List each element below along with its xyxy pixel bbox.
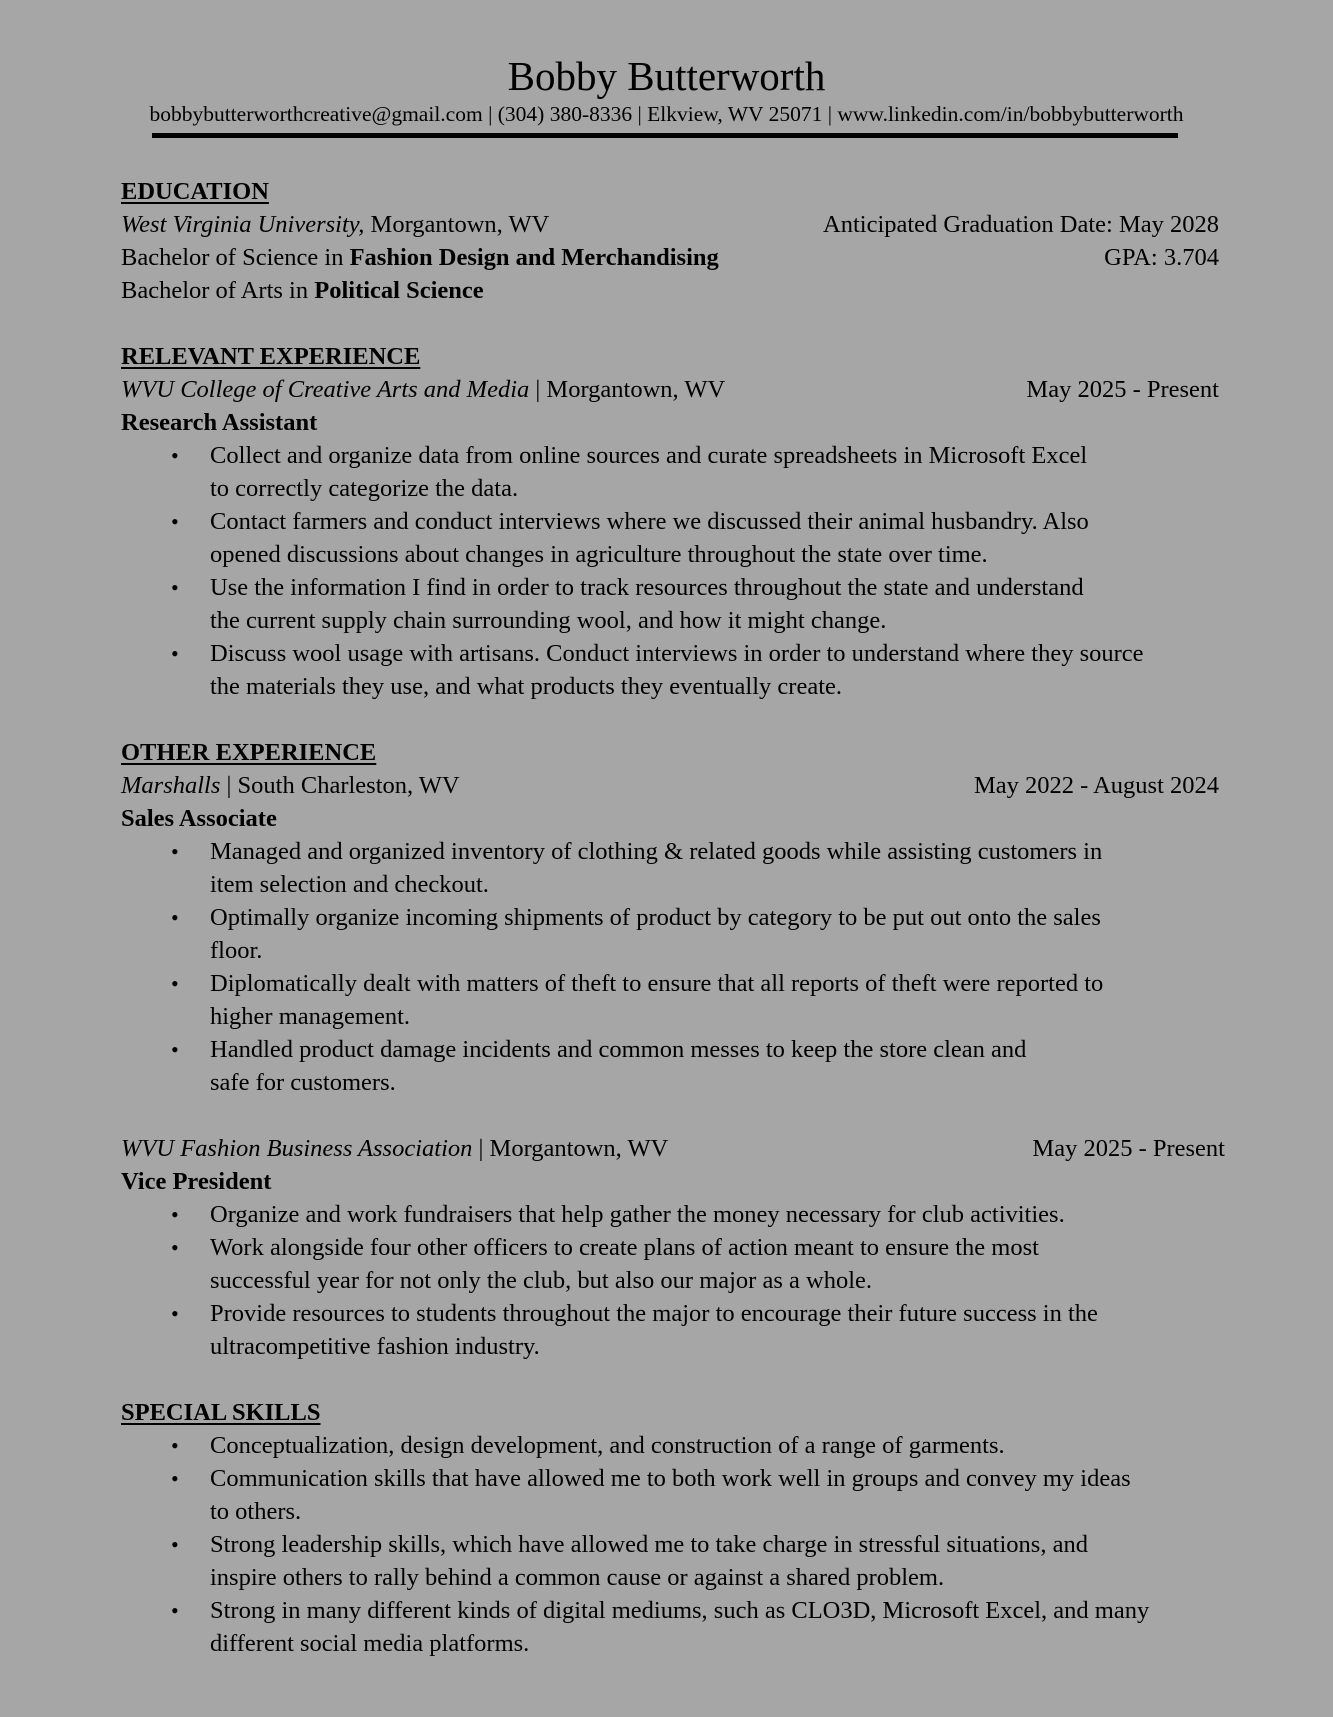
bullet-icon: • bbox=[171, 575, 179, 600]
relevant-dates: May 2025 - Present bbox=[1026, 376, 1219, 403]
bullet-text-line: Communication skills that have allowed me to both work well in groups and convey my ideas bbox=[210, 1465, 1131, 1492]
bullet-icon: • bbox=[171, 1301, 179, 1326]
gpa: GPA: 3.704 bbox=[1104, 244, 1219, 271]
skills-bullets bbox=[121, 1429, 1219, 1660]
relevant-org-line bbox=[121, 373, 725, 406]
bullet-icon: • bbox=[171, 1433, 179, 1458]
job1-bullets bbox=[121, 835, 1219, 1099]
degree1-prefix: Bachelor of Science in bbox=[121, 244, 350, 271]
job1-org-line bbox=[121, 769, 460, 802]
other-experience-heading: OTHER EXPERIENCE bbox=[121, 739, 377, 766]
resume-header bbox=[0, 52, 1333, 128]
bullet-text-line: Work alongside four other officers to create plans of action meant to ensure the most bbox=[210, 1234, 1039, 1261]
degree1-major: Fashion Design and Merchandising bbox=[349, 244, 719, 271]
bullet-text-line: Organize and work fundraisers that help gather the money necessary for club activities. bbox=[210, 1201, 1065, 1228]
relevant-experience-heading: RELEVANT EXPERIENCE bbox=[121, 343, 421, 370]
header-divider bbox=[152, 133, 1178, 138]
bullet-icon: • bbox=[171, 509, 179, 534]
relevant-location: | Morgantown, WV bbox=[529, 376, 726, 403]
bullet-text-line: Managed and organized inventory of clothing & related goods while assisting customers in bbox=[210, 838, 1103, 865]
bullet-icon: • bbox=[171, 1202, 179, 1227]
degree2-major: Political Science bbox=[314, 277, 484, 304]
bullet-text-line: Provide resources to students throughout the major to encourage their future success in the bbox=[210, 1300, 1098, 1327]
bullet-item bbox=[121, 505, 1219, 571]
job1-row bbox=[121, 769, 1219, 802]
bullet-icon: • bbox=[171, 443, 179, 468]
job2-row bbox=[121, 1132, 1225, 1165]
bullet-text-line: ultracompetitive fashion industry. bbox=[210, 1333, 540, 1360]
bullet-item bbox=[121, 637, 1219, 703]
bullet-text-line: successful year for not only the club, but also our major as a whole. bbox=[210, 1267, 873, 1294]
bullet-item bbox=[121, 1462, 1219, 1528]
job2-bullets bbox=[121, 1198, 1219, 1363]
bullet-text-line: Strong in many different kinds of digital mediums, such as CLO3D, Microsoft Excel, and many bbox=[210, 1597, 1150, 1624]
school-location: Morgantown, WV bbox=[364, 211, 550, 238]
bullet-text-line: opened discussions about changes in agriculture throughout the state over time. bbox=[210, 541, 988, 568]
bullet-icon: • bbox=[171, 641, 179, 666]
job1-location: | South Charleston, WV bbox=[220, 772, 460, 799]
bullet-text-line: Handled product damage incidents and common messes to keep the store clean and bbox=[210, 1036, 1027, 1063]
degree2-prefix: Bachelor of Arts in bbox=[121, 277, 315, 304]
bullet-icon: • bbox=[171, 1532, 179, 1557]
education-school-row bbox=[121, 208, 1219, 241]
bullet-text-line: floor. bbox=[210, 937, 263, 964]
bullet-item bbox=[121, 1594, 1219, 1660]
bullet-text-line: safe for customers. bbox=[210, 1069, 396, 1096]
candidate-name: Bobby Butterworth bbox=[507, 53, 826, 99]
bullet-item bbox=[121, 439, 1219, 505]
bullet-icon: • bbox=[171, 1037, 179, 1062]
bullet-item bbox=[121, 1231, 1219, 1297]
bullet-text-line: Collect and organize data from online sources and curate spreadsheets in Microsoft Excel bbox=[210, 442, 1088, 469]
school-line bbox=[121, 208, 549, 241]
job1-org: Marshalls bbox=[121, 772, 221, 799]
bullet-item bbox=[121, 1198, 1219, 1231]
bullet-text-line: different social media platforms. bbox=[210, 1630, 530, 1657]
bullet-item bbox=[121, 1429, 1219, 1462]
contact-line: bobbybutterworthcreative@gmail.com | (304) 380-8336 | Elkview, WV 25071 | www.linkedin.com/in/bobbybutterworth bbox=[149, 102, 1184, 126]
bullet-text-line: to correctly categorize the data. bbox=[210, 475, 519, 502]
spacer bbox=[121, 1099, 1219, 1132]
bullet-text-line: item selection and checkout. bbox=[210, 871, 489, 898]
bullet-icon: • bbox=[171, 1598, 179, 1623]
bullet-item bbox=[121, 1297, 1219, 1363]
bullet-icon: • bbox=[171, 1235, 179, 1260]
job1-role: Sales Associate bbox=[121, 805, 277, 832]
graduation-date: Anticipated Graduation Date: May 2028 bbox=[823, 211, 1219, 238]
bullet-text-line: inspire others to rally behind a common cause or against a shared problem. bbox=[210, 1564, 945, 1591]
job1-dates: May 2022 - August 2024 bbox=[974, 772, 1219, 799]
relevant-job-row bbox=[121, 373, 1219, 406]
bullet-icon: • bbox=[171, 971, 179, 996]
job2-role: Vice President bbox=[121, 1168, 272, 1195]
bullet-text-line: Diplomatically dealt with matters of theft to ensure that all reports of theft were reported to bbox=[210, 970, 1104, 997]
degree1 bbox=[121, 241, 719, 274]
bullet-text-line: Use the information I find in order to track resources throughout the state and understand bbox=[210, 574, 1084, 601]
bullet-text-line: Strong leadership skills, which have allowed me to take charge in stressful situations, and bbox=[210, 1531, 1088, 1558]
bullet-text-line: Contact farmers and conduct interviews where we discussed their animal husbandry. Also bbox=[210, 508, 1089, 535]
spacer bbox=[121, 307, 1219, 340]
bullet-text-line: Optimally organize incoming shipments of product by category to be put out onto the sales bbox=[210, 904, 1101, 931]
education-degree2-row bbox=[121, 274, 1219, 307]
education-heading: EDUCATION bbox=[121, 178, 269, 205]
bullet-item bbox=[121, 967, 1219, 1033]
relevant-bullets bbox=[121, 439, 1219, 703]
school-name: West Virginia University, bbox=[121, 211, 365, 238]
bullet-item bbox=[121, 1033, 1219, 1099]
bullet-text-line: the current supply chain surrounding wool, and how it might change. bbox=[210, 607, 887, 634]
bullet-icon: • bbox=[171, 839, 179, 864]
bullet-text-line: Discuss wool usage with artisans. Conduct interviews in order to understand where they source bbox=[210, 640, 1144, 667]
relevant-role: Research Assistant bbox=[121, 409, 318, 436]
bullet-text-line: Conceptualization, design development, and construction of a range of garments. bbox=[210, 1432, 1005, 1459]
job2-org-line bbox=[121, 1132, 668, 1165]
bullet-icon: • bbox=[171, 1466, 179, 1491]
education-degree1-row bbox=[121, 241, 1219, 274]
job2-location: | Morgantown, WV bbox=[472, 1135, 669, 1162]
degree2 bbox=[121, 274, 484, 307]
relevant-org: WVU College of Creative Arts and Media bbox=[121, 376, 530, 403]
spacer bbox=[121, 1363, 1219, 1396]
bullet-text-line: to others. bbox=[210, 1498, 302, 1525]
bullet-item bbox=[121, 1528, 1219, 1594]
bullet-text-line: higher management. bbox=[210, 1003, 411, 1030]
bullet-item bbox=[121, 571, 1219, 637]
bullet-item bbox=[121, 835, 1219, 901]
special-skills-heading: SPECIAL SKILLS bbox=[121, 1399, 321, 1426]
bullet-item bbox=[121, 901, 1219, 967]
spacer bbox=[121, 703, 1219, 736]
bullet-text-line: the materials they use, and what products they eventually create. bbox=[210, 673, 842, 700]
resume-body bbox=[121, 175, 1225, 1660]
job2-dates: May 2025 - Present bbox=[1032, 1135, 1225, 1162]
bullet-icon: • bbox=[171, 905, 179, 930]
job2-org: WVU Fashion Business Association bbox=[121, 1135, 473, 1162]
